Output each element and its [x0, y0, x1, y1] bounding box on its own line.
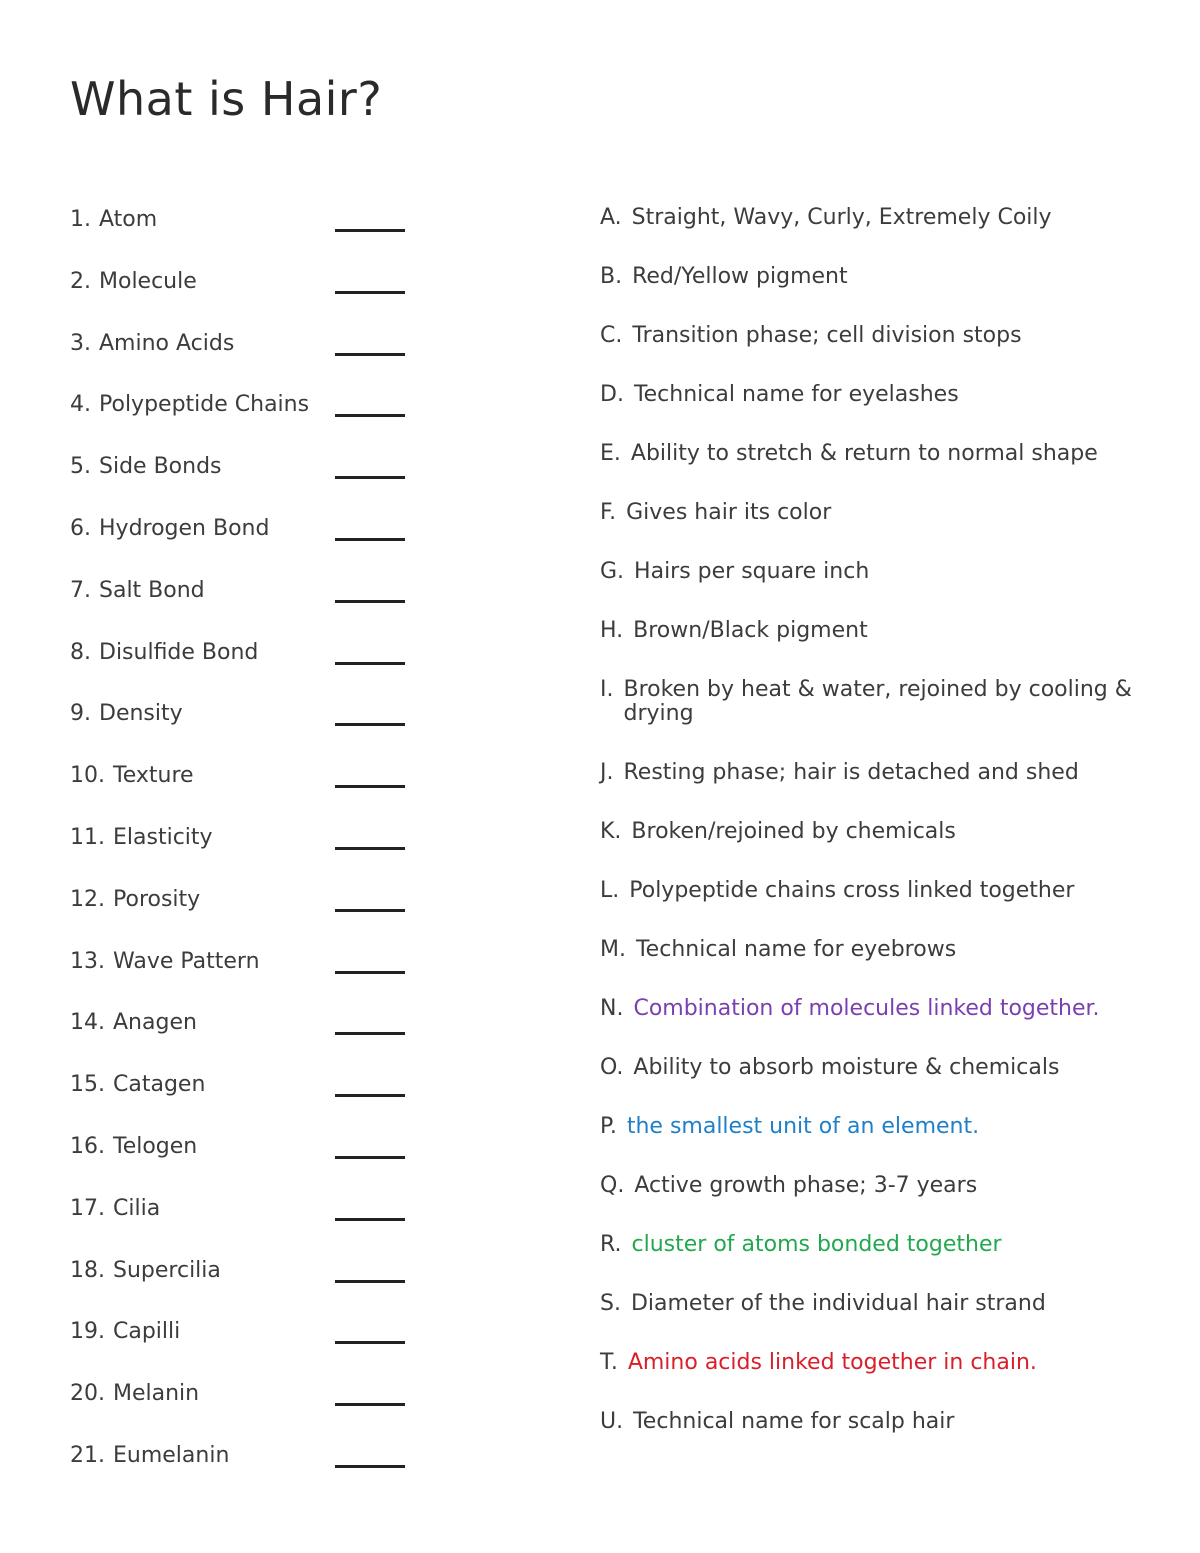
answer-blank[interactable] [335, 476, 405, 479]
definition-row [600, 265, 1160, 324]
term-text: Wave Pattern [113, 948, 260, 974]
definition-letter: I. [600, 677, 614, 702]
term-label [70, 453, 222, 481]
answer-blank[interactable] [335, 229, 405, 232]
answer-blank[interactable] [335, 414, 405, 417]
definition-row [600, 501, 1160, 560]
term-row [70, 1318, 415, 1380]
definitions-list [600, 206, 1160, 1469]
definition-label [600, 1410, 1140, 1434]
term-number: 7. [70, 577, 91, 603]
answer-blank[interactable] [335, 1465, 405, 1468]
definition-letter: G. [600, 559, 625, 584]
term-text: Molecule [99, 268, 197, 294]
definition-row [600, 324, 1160, 383]
definition-row [600, 1410, 1160, 1469]
definition-label [600, 761, 1140, 785]
definition-row [600, 1056, 1160, 1115]
definition-letter: C. [600, 323, 623, 348]
term-label [70, 639, 258, 667]
term-row [70, 886, 415, 948]
term-label [70, 391, 309, 419]
answer-blank[interactable] [335, 1280, 405, 1283]
answer-blank[interactable] [335, 1032, 405, 1035]
term-row [70, 330, 415, 392]
term-text: Density [99, 701, 183, 727]
term-text: Elasticity [113, 824, 213, 850]
term-label [70, 948, 260, 976]
term-text: Polypeptide Chains [99, 392, 310, 418]
definition-letter: O. [600, 1054, 624, 1080]
definition-row [600, 1351, 1160, 1410]
definition-letter: B. [600, 264, 623, 289]
definition-letter: D. [600, 382, 624, 407]
term-text: Side Bonds [99, 454, 222, 480]
definition-text: Broken by heat & water, rejoined by cooling & drying [623, 677, 1132, 726]
definition-row [600, 1174, 1160, 1233]
page-title: What is Hair? [70, 72, 383, 126]
definition-text: cluster of atoms bonded together [631, 1231, 1002, 1257]
term-row [70, 1442, 415, 1504]
term-label [70, 1257, 221, 1285]
definition-label [600, 938, 1140, 962]
definition-letter: U. [600, 1408, 624, 1434]
term-number: 2. [70, 268, 91, 294]
definition-letter: M. [600, 936, 626, 962]
term-text: Supercilia [113, 1257, 221, 1283]
definition-text: Resting phase; hair is detached and shed [623, 759, 1079, 785]
term-row [70, 1009, 415, 1071]
term-row [70, 1380, 415, 1442]
definition-label [600, 678, 1140, 726]
definition-text: Combination of molecules linked together. [633, 995, 1100, 1021]
term-number: 20. [70, 1381, 105, 1407]
answer-blank[interactable] [335, 971, 405, 974]
term-row [70, 1133, 415, 1195]
definition-row [600, 383, 1160, 442]
definition-text: Transition phase; cell division stops [632, 323, 1022, 348]
term-text: Eumelanin [113, 1442, 230, 1468]
definition-text: Technical name for scalp hair [633, 1408, 955, 1434]
term-number: 6. [70, 515, 91, 541]
term-text: Porosity [113, 886, 201, 912]
definition-text: Hairs per square inch [634, 559, 870, 584]
term-text: Atom [99, 207, 158, 232]
definition-letter: T. [600, 1349, 618, 1375]
answer-blank[interactable] [335, 1156, 405, 1159]
term-label [70, 824, 213, 852]
term-label [70, 700, 183, 728]
term-row [70, 948, 415, 1010]
term-row [70, 1257, 415, 1319]
definition-text: Gives hair its color [626, 500, 832, 525]
definition-text: Straight, Wavy, Curly, Extremely Coily [631, 205, 1052, 230]
term-row [70, 515, 415, 577]
term-row [70, 824, 415, 886]
answer-blank[interactable] [335, 600, 405, 603]
term-row [70, 577, 415, 639]
definition-text: the smallest unit of an element. [626, 1113, 980, 1139]
term-label [70, 1318, 180, 1346]
definition-text: Diameter of the individual hair strand [630, 1290, 1046, 1316]
term-number: 15. [70, 1072, 105, 1098]
term-label [70, 330, 234, 358]
definition-text: Ability to stretch & return to normal shape [630, 441, 1098, 466]
term-row [70, 1071, 415, 1133]
answer-blank[interactable] [335, 723, 405, 726]
term-row [70, 762, 415, 824]
definition-label [600, 820, 1140, 844]
term-row [70, 639, 415, 701]
definition-text: Technical name for eyelashes [633, 382, 959, 407]
term-row [70, 206, 415, 268]
term-number: 3. [70, 330, 91, 356]
definition-label [600, 1056, 1140, 1080]
definition-label [600, 1292, 1140, 1316]
term-number: 17. [70, 1195, 105, 1221]
term-number: 11. [70, 824, 105, 850]
definition-row [600, 678, 1160, 761]
answer-blank[interactable] [335, 909, 405, 912]
definition-label [600, 997, 1140, 1021]
definition-label [600, 560, 1140, 584]
definition-letter: S. [600, 1290, 621, 1316]
definition-letter: H. [600, 618, 624, 643]
term-label [70, 206, 157, 234]
term-number: 8. [70, 639, 91, 665]
term-text: Cilia [113, 1195, 161, 1221]
definition-row [600, 1292, 1160, 1351]
term-number: 4. [70, 392, 91, 418]
term-text: Salt Bond [99, 577, 205, 603]
definition-letter: A. [600, 205, 622, 230]
term-label [70, 1133, 197, 1161]
definition-letter: Q. [600, 1172, 625, 1198]
answer-blank[interactable] [335, 353, 405, 356]
definition-row [600, 997, 1160, 1056]
term-row [70, 1195, 415, 1257]
term-text: Anagen [113, 1010, 197, 1036]
definition-letter: L. [600, 877, 620, 903]
term-number: 18. [70, 1257, 105, 1283]
definition-letter: N. [600, 995, 624, 1021]
definition-label [600, 383, 1140, 407]
definition-text: Active growth phase; 3-7 years [634, 1172, 978, 1198]
definition-label [600, 1174, 1140, 1198]
term-label [70, 886, 200, 914]
answer-blank[interactable] [335, 1094, 405, 1097]
term-label [70, 1071, 205, 1099]
term-number: 19. [70, 1319, 105, 1345]
term-label [70, 1195, 160, 1223]
definition-label [600, 265, 1140, 289]
answer-blank[interactable] [335, 1218, 405, 1221]
definition-text: Red/Yellow pigment [632, 264, 848, 289]
term-number: 1. [70, 207, 91, 232]
definition-text: Technical name for eyebrows [635, 936, 957, 962]
term-row [70, 700, 415, 762]
definition-row [600, 938, 1160, 997]
answer-blank[interactable] [335, 1403, 405, 1406]
term-number: 14. [70, 1010, 105, 1036]
term-text: Disulfide Bond [99, 639, 259, 665]
term-text: Capilli [113, 1319, 181, 1345]
definition-text: Polypeptide chains cross linked together [629, 877, 1075, 903]
answer-blank[interactable] [335, 785, 405, 788]
answer-blank[interactable] [335, 847, 405, 850]
definition-row [600, 1115, 1160, 1174]
term-label [70, 577, 205, 605]
term-label [70, 1442, 229, 1470]
term-text: Melanin [113, 1381, 200, 1407]
definition-row [600, 820, 1160, 879]
definition-label [600, 206, 1140, 230]
definition-text: Broken/rejoined by chemicals [631, 818, 956, 844]
term-number: 13. [70, 948, 105, 974]
definition-letter: P. [600, 1113, 617, 1139]
definition-row [600, 1233, 1160, 1292]
definition-letter: J. [600, 759, 614, 785]
definition-label [600, 1351, 1140, 1375]
definition-row [600, 879, 1160, 938]
answer-blank[interactable] [335, 538, 405, 541]
definition-label [600, 324, 1140, 348]
definition-letter: F. [600, 500, 617, 525]
term-text: Texture [113, 763, 194, 789]
definition-text: Brown/Black pigment [633, 618, 868, 643]
definition-letter: E. [600, 441, 621, 466]
term-row [70, 391, 415, 453]
term-number: 21. [70, 1442, 105, 1468]
answer-blank[interactable] [335, 662, 405, 665]
definition-text: Amino acids linked together in chain. [627, 1349, 1037, 1375]
term-label [70, 515, 269, 543]
definition-row [600, 560, 1160, 619]
term-number: 5. [70, 454, 91, 480]
term-label [70, 1380, 199, 1408]
definition-row [600, 619, 1160, 678]
term-label [70, 1009, 197, 1037]
definition-letter: K. [600, 818, 622, 844]
term-text: Catagen [113, 1072, 206, 1098]
definition-label [600, 1233, 1140, 1257]
term-label [70, 762, 194, 790]
term-text: Amino Acids [99, 330, 235, 356]
definition-label [600, 501, 1140, 525]
definition-text: Ability to absorb moisture & chemicals [633, 1054, 1060, 1080]
answer-blank[interactable] [335, 1341, 405, 1344]
definition-letter: R. [600, 1231, 622, 1257]
definition-row [600, 206, 1160, 265]
definition-row [600, 442, 1160, 501]
term-text: Telogen [113, 1133, 198, 1159]
definition-label [600, 442, 1140, 466]
term-number: 10. [70, 763, 105, 789]
term-text: Hydrogen Bond [99, 515, 270, 541]
term-number: 9. [70, 701, 91, 727]
definition-label [600, 619, 1140, 643]
definition-row [600, 761, 1160, 820]
terms-list [70, 206, 415, 1504]
answer-blank[interactable] [335, 291, 405, 294]
term-number: 12. [70, 886, 105, 912]
term-label [70, 268, 197, 296]
definition-label [600, 879, 1140, 903]
term-row [70, 268, 415, 330]
term-row [70, 453, 415, 515]
term-number: 16. [70, 1133, 105, 1159]
definition-label [600, 1115, 1140, 1139]
